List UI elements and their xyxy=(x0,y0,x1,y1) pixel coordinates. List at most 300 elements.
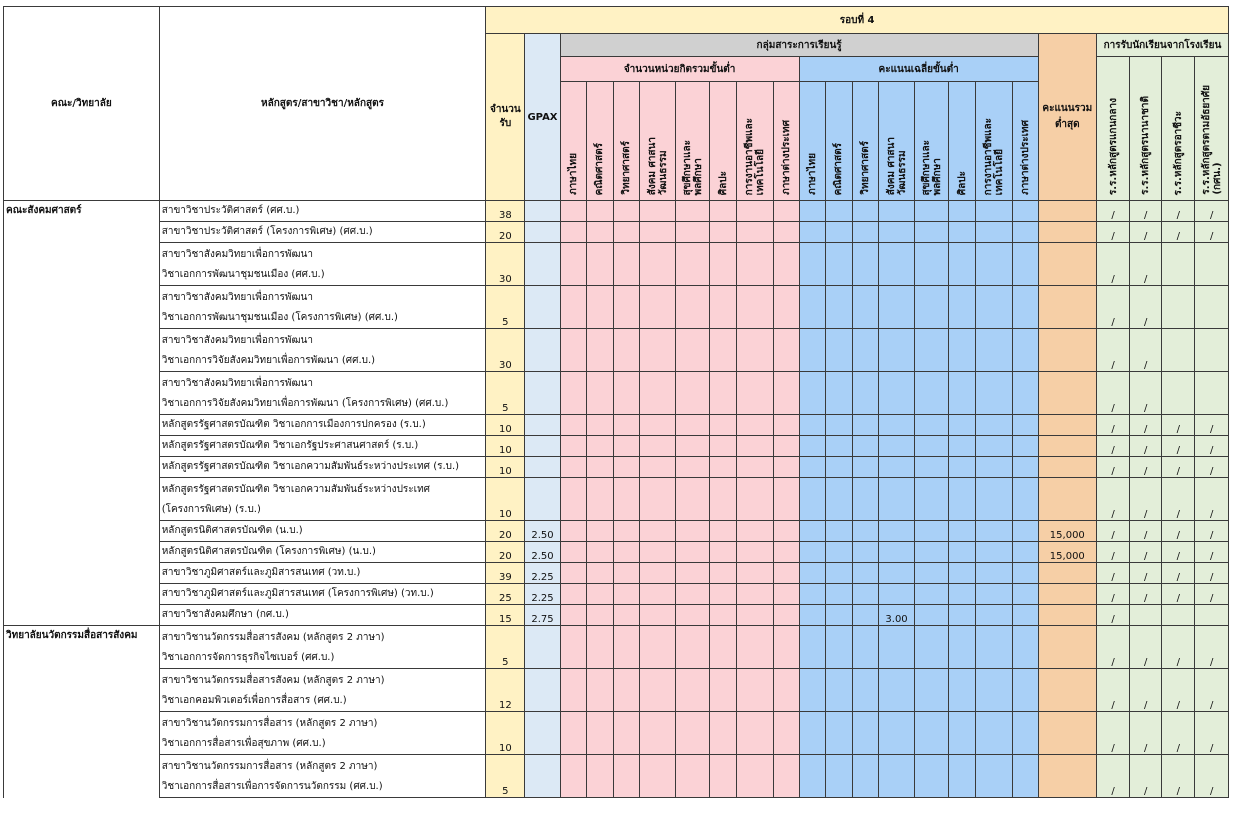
credit-cell xyxy=(639,712,675,755)
credit-cell xyxy=(586,329,613,372)
avg-cell xyxy=(949,415,976,436)
credit-cell xyxy=(613,521,639,542)
gpax-cell xyxy=(525,415,560,436)
credit-cell xyxy=(737,521,773,542)
header-learning-group: กลุ่มสาระการเรียนรู้ xyxy=(560,34,1038,57)
school-mark-cell: / xyxy=(1096,605,1129,626)
avg-cell xyxy=(825,222,852,243)
credit-cell xyxy=(613,626,639,669)
credit-cell xyxy=(586,243,613,286)
header-round: รอบที่ 4 xyxy=(486,7,1229,34)
school-mark-cell: / xyxy=(1130,478,1162,521)
avg-cell xyxy=(915,329,949,372)
gpax-cell xyxy=(525,286,560,329)
credit-cell xyxy=(560,669,586,712)
credit-cell xyxy=(737,201,773,222)
school-mark-cell: / xyxy=(1096,626,1129,669)
credit-cell xyxy=(560,584,586,605)
avg-cell xyxy=(878,584,914,605)
school-mark-cell: / xyxy=(1096,478,1129,521)
avg-cell xyxy=(799,415,825,436)
avg-cell xyxy=(976,605,1012,626)
avg-cell xyxy=(799,329,825,372)
avg-cell xyxy=(915,243,949,286)
school-mark-cell: / xyxy=(1096,222,1129,243)
credit-cell xyxy=(586,712,613,755)
avg-cell xyxy=(825,542,852,563)
table-row xyxy=(4,243,1229,286)
school-mark-cell: / xyxy=(1130,542,1162,563)
avg-cell xyxy=(976,584,1012,605)
credit-cell xyxy=(737,286,773,329)
avg-cell xyxy=(878,626,914,669)
avg-cell xyxy=(799,712,825,755)
capacity-cell: 20 xyxy=(486,222,525,243)
credit-cell xyxy=(773,457,799,478)
avg-cell xyxy=(878,542,914,563)
school-mark-cell: / xyxy=(1195,415,1229,436)
capacity-cell: 5 xyxy=(486,286,525,329)
gpax-cell xyxy=(525,478,560,521)
credit-cell xyxy=(676,712,710,755)
credit-cell xyxy=(676,542,710,563)
gpax-cell: 2.50 xyxy=(525,521,560,542)
school-mark-cell: / xyxy=(1162,712,1195,755)
avg-cell xyxy=(915,584,949,605)
avg-cell xyxy=(976,286,1012,329)
school-mark-cell: / xyxy=(1162,669,1195,712)
program-cell: สาขาวิชาสังคมวิทยาเพื่อการพัฒนา วิชาเอกการพัฒนาชุมชนเมือง (โครงการพิเศษ) (ศศ.บ.) xyxy=(159,286,486,329)
avg-cell xyxy=(949,584,976,605)
credit-cell xyxy=(613,286,639,329)
credit-cell xyxy=(560,201,586,222)
credit-cell xyxy=(710,286,737,329)
school-mark-cell: / xyxy=(1195,436,1229,457)
header-gpax: GPAX xyxy=(525,34,560,201)
avg-cell xyxy=(878,201,914,222)
credit-cell xyxy=(613,222,639,243)
credit-cell xyxy=(586,222,613,243)
credit-cell xyxy=(560,457,586,478)
credit-cell xyxy=(560,329,586,372)
table-row xyxy=(4,563,1229,584)
credit-subject-4: สังคม ศาสนา วัฒนธรรม xyxy=(639,82,675,201)
credit-cell xyxy=(560,755,586,798)
header-capacity: จำนวน รับ xyxy=(486,34,525,201)
capacity-cell: 10 xyxy=(486,457,525,478)
avg-cell xyxy=(799,286,825,329)
school-mark-cell: / xyxy=(1096,542,1129,563)
min-score-cell xyxy=(1038,478,1096,521)
credit-cell xyxy=(773,584,799,605)
avg-cell xyxy=(1012,329,1038,372)
avg-subject-7: การงานอาชีพและ เทคโนโลยี xyxy=(976,82,1012,201)
table-row xyxy=(4,457,1229,478)
avg-cell xyxy=(915,222,949,243)
credit-cell xyxy=(639,563,675,584)
school-mark-cell: / xyxy=(1130,329,1162,372)
avg-cell xyxy=(799,584,825,605)
credit-cell xyxy=(773,521,799,542)
program-cell: หลักสูตรรัฐศาสตรบัณฑิต วิชาเอกการเมืองการปกครอง (ร.บ.) xyxy=(159,415,486,436)
header-min-total: คะแนนรวม ต่ำสุด xyxy=(1038,34,1096,201)
avg-cell xyxy=(825,457,852,478)
school-mark-cell: / xyxy=(1162,222,1195,243)
school-mark-cell: / xyxy=(1130,372,1162,415)
credit-subject-8: ภาษาต่างประเทศ xyxy=(773,82,799,201)
school-mark-cell: / xyxy=(1162,478,1195,521)
avg-cell xyxy=(1012,521,1038,542)
avg-cell xyxy=(799,372,825,415)
avg-cell xyxy=(949,669,976,712)
credit-cell xyxy=(710,457,737,478)
school-mark-cell xyxy=(1130,605,1162,626)
school-mark-cell: / xyxy=(1096,415,1129,436)
avg-cell xyxy=(915,712,949,755)
avg-cell xyxy=(949,478,976,521)
avg-cell xyxy=(799,521,825,542)
table-row xyxy=(4,201,1229,222)
avg-cell xyxy=(852,478,878,521)
avg-cell xyxy=(1012,563,1038,584)
credit-cell xyxy=(710,478,737,521)
credit-cell xyxy=(639,626,675,669)
credit-cell xyxy=(586,669,613,712)
avg-cell xyxy=(976,712,1012,755)
capacity-cell: 20 xyxy=(486,542,525,563)
credit-cell xyxy=(676,222,710,243)
avg-cell xyxy=(915,478,949,521)
school-mark-cell: / xyxy=(1130,436,1162,457)
credit-cell xyxy=(773,669,799,712)
school-mark-cell: / xyxy=(1096,201,1129,222)
gpax-cell xyxy=(525,626,560,669)
school-mark-cell: / xyxy=(1195,457,1229,478)
credit-cell xyxy=(613,243,639,286)
avg-cell xyxy=(878,669,914,712)
credit-cell xyxy=(676,755,710,798)
credit-cell xyxy=(639,372,675,415)
capacity-cell: 10 xyxy=(486,712,525,755)
program-cell: สาขาวิชาภูมิศาสตร์และภูมิสารสนเทศ (วท.บ.) xyxy=(159,563,486,584)
credit-cell xyxy=(613,436,639,457)
school-mark-cell: / xyxy=(1130,584,1162,605)
credit-cell xyxy=(560,436,586,457)
min-score-cell xyxy=(1038,436,1096,457)
avg-cell xyxy=(825,755,852,798)
school-mark-cell: / xyxy=(1195,755,1229,798)
capacity-cell: 20 xyxy=(486,521,525,542)
school-mark-cell: / xyxy=(1162,563,1195,584)
avg-subject-1: ภาษาไทย xyxy=(799,82,825,201)
avg-cell xyxy=(976,436,1012,457)
avg-cell xyxy=(949,563,976,584)
gpax-cell xyxy=(525,243,560,286)
credit-cell xyxy=(639,436,675,457)
header-school-3: ร.ร.หลักสูตรอาชีวะ xyxy=(1162,57,1195,201)
credit-cell xyxy=(737,457,773,478)
table-row xyxy=(4,286,1229,329)
credit-cell xyxy=(773,542,799,563)
avg-subject-2: คณิตศาสตร์ xyxy=(825,82,852,201)
table-row xyxy=(4,521,1229,542)
credit-cell xyxy=(613,563,639,584)
credit-cell xyxy=(737,712,773,755)
program-cell: สาขาวิชานวัตกรรมสื่อสารสังคม (หลักสูตร 2 ภาษา) วิชาเอกการจัดการธุรกิจไซเบอร์ (ศศ.บ.) xyxy=(159,626,486,669)
credit-cell xyxy=(737,243,773,286)
avg-cell xyxy=(915,415,949,436)
school-mark-cell xyxy=(1195,372,1229,415)
avg-cell xyxy=(949,329,976,372)
gpax-cell: 2.25 xyxy=(525,584,560,605)
credit-cell xyxy=(676,286,710,329)
credit-cell xyxy=(613,372,639,415)
avg-cell xyxy=(915,521,949,542)
credit-cell xyxy=(676,626,710,669)
school-mark-cell: / xyxy=(1162,755,1195,798)
avg-cell xyxy=(799,669,825,712)
credit-subject-5: สุขศึกษาและ พลศึกษา xyxy=(676,82,710,201)
avg-cell xyxy=(949,542,976,563)
program-cell: หลักสูตรรัฐศาสตรบัณฑิต วิชาเอกความสัมพันธ์ระหว่างประเทศ (โครงการพิเศษ) (ร.บ.) xyxy=(159,478,486,521)
avg-cell xyxy=(949,605,976,626)
avg-cell xyxy=(852,286,878,329)
credit-cell xyxy=(737,222,773,243)
credit-cell xyxy=(773,755,799,798)
credit-cell xyxy=(676,372,710,415)
school-mark-cell: / xyxy=(1195,563,1229,584)
table-row xyxy=(4,329,1229,372)
credit-cell xyxy=(586,542,613,563)
header-school-1: ร.ร.หลักสูตรแกนกลาง xyxy=(1096,57,1129,201)
credit-cell xyxy=(676,521,710,542)
avg-cell xyxy=(915,372,949,415)
school-mark-cell: / xyxy=(1096,372,1129,415)
gpax-cell xyxy=(525,436,560,457)
credit-cell xyxy=(639,457,675,478)
credit-cell xyxy=(676,436,710,457)
min-score-cell xyxy=(1038,669,1096,712)
school-mark-cell: / xyxy=(1195,542,1229,563)
faculty-cell: วิทยาลัยนวัตกรรมสื่อสารสังคม xyxy=(4,626,160,798)
school-mark-cell: / xyxy=(1195,521,1229,542)
school-mark-cell: / xyxy=(1130,243,1162,286)
credit-cell xyxy=(737,329,773,372)
credit-cell xyxy=(613,478,639,521)
school-mark-cell: / xyxy=(1130,626,1162,669)
avg-cell xyxy=(949,457,976,478)
school-mark-cell: / xyxy=(1130,415,1162,436)
avg-cell xyxy=(1012,457,1038,478)
school-mark-cell: / xyxy=(1096,669,1129,712)
avg-cell xyxy=(825,712,852,755)
credit-cell xyxy=(560,243,586,286)
capacity-cell: 25 xyxy=(486,584,525,605)
avg-cell xyxy=(799,457,825,478)
avg-cell xyxy=(949,521,976,542)
table-row xyxy=(4,222,1229,243)
gpax-cell xyxy=(525,201,560,222)
school-mark-cell: / xyxy=(1130,521,1162,542)
credit-subject-6: ศิลปะ xyxy=(710,82,737,201)
avg-cell xyxy=(852,563,878,584)
avg-cell xyxy=(1012,436,1038,457)
avg-cell xyxy=(852,712,878,755)
school-mark-cell xyxy=(1162,372,1195,415)
avg-cell xyxy=(976,542,1012,563)
credit-cell xyxy=(737,478,773,521)
avg-cell xyxy=(949,372,976,415)
avg-cell xyxy=(949,286,976,329)
credit-cell xyxy=(676,478,710,521)
capacity-cell: 10 xyxy=(486,436,525,457)
avg-cell xyxy=(1012,669,1038,712)
avg-cell xyxy=(852,415,878,436)
credit-subject-2: คณิตศาสตร์ xyxy=(586,82,613,201)
table-row xyxy=(4,669,1229,712)
school-mark-cell xyxy=(1162,329,1195,372)
min-score-cell xyxy=(1038,605,1096,626)
table-row xyxy=(4,415,1229,436)
school-mark-cell: / xyxy=(1162,436,1195,457)
avg-cell xyxy=(878,712,914,755)
program-cell: หลักสูตรนิติศาสตรบัณฑิต (น.บ.) xyxy=(159,521,486,542)
avg-cell xyxy=(825,626,852,669)
avg-cell xyxy=(878,563,914,584)
program-cell: สาขาวิชาสังคมวิทยาเพื่อการพัฒนา วิชาเอกการวิจัยสังคมวิทยาเพื่อการพัฒนา (ศศ.บ.) xyxy=(159,329,486,372)
table-row xyxy=(4,478,1229,521)
credit-cell xyxy=(737,372,773,415)
capacity-cell: 12 xyxy=(486,669,525,712)
school-mark-cell: / xyxy=(1096,563,1129,584)
credit-cell xyxy=(737,542,773,563)
credit-cell xyxy=(639,286,675,329)
avg-cell xyxy=(878,415,914,436)
header-min-avg: คะแนนเฉลี่ยขั้นต่ำ xyxy=(799,57,1038,82)
gpax-cell xyxy=(525,755,560,798)
program-cell: หลักสูตรรัฐศาสตรบัณฑิต วิชาเอกความสัมพันธ์ระหว่างประเทศ (ร.บ.) xyxy=(159,457,486,478)
credit-cell xyxy=(710,605,737,626)
school-mark-cell: / xyxy=(1162,415,1195,436)
credit-cell xyxy=(773,563,799,584)
avg-cell xyxy=(1012,286,1038,329)
avg-cell xyxy=(976,626,1012,669)
credit-cell xyxy=(639,521,675,542)
credit-cell xyxy=(773,286,799,329)
min-score-cell xyxy=(1038,372,1096,415)
credit-cell xyxy=(676,669,710,712)
credit-cell xyxy=(773,605,799,626)
school-mark-cell: / xyxy=(1130,755,1162,798)
table-row xyxy=(4,755,1229,798)
credit-cell xyxy=(737,626,773,669)
avg-cell xyxy=(949,222,976,243)
avg-cell xyxy=(949,201,976,222)
program-cell: สาขาวิชานวัตกรรมการสื่อสาร (หลักสูตร 2 ภาษา) วิชาเอกการสื่อสารเพื่อการจัดการนวัตกรรม (ศศ.บ.) xyxy=(159,755,486,798)
avg-cell xyxy=(915,669,949,712)
school-mark-cell: / xyxy=(1096,329,1129,372)
credit-cell xyxy=(773,415,799,436)
credit-cell xyxy=(773,222,799,243)
avg-cell xyxy=(825,563,852,584)
credit-cell xyxy=(773,626,799,669)
credit-cell xyxy=(710,669,737,712)
credit-cell xyxy=(773,372,799,415)
program-cell: สาขาวิชาสังคมวิทยาเพื่อการพัฒนา วิชาเอกการวิจัยสังคมวิทยาเพื่อการพัฒนา (โครงการพิเศษ) (ศศ.บ.) xyxy=(159,372,486,415)
credit-cell xyxy=(586,521,613,542)
avg-cell xyxy=(949,436,976,457)
avg-cell xyxy=(976,563,1012,584)
min-score-cell xyxy=(1038,712,1096,755)
credit-cell xyxy=(586,436,613,457)
header-program: หลักสูตร/สาขาวิชา/หลักสูตร xyxy=(159,7,486,201)
gpax-cell xyxy=(525,372,560,415)
avg-cell xyxy=(878,436,914,457)
avg-cell xyxy=(825,605,852,626)
avg-cell xyxy=(878,457,914,478)
avg-cell xyxy=(1012,755,1038,798)
school-mark-cell: / xyxy=(1130,563,1162,584)
avg-cell xyxy=(976,669,1012,712)
credit-cell xyxy=(676,563,710,584)
avg-cell xyxy=(949,755,976,798)
avg-cell xyxy=(825,201,852,222)
credit-cell xyxy=(560,626,586,669)
avg-cell xyxy=(949,626,976,669)
avg-cell xyxy=(878,755,914,798)
program-cell: สาขาวิชานวัตกรรมสื่อสารสังคม (หลักสูตร 2 ภาษา) วิชาเอกคอมพิวเตอร์เพื่อการสื่อสาร (ศศ.บ.) xyxy=(159,669,486,712)
credit-cell xyxy=(560,542,586,563)
school-mark-cell xyxy=(1162,243,1195,286)
credit-cell xyxy=(560,415,586,436)
avg-cell xyxy=(949,243,976,286)
credit-cell xyxy=(586,626,613,669)
program-cell: สาขาวิชาสังคมวิทยาเพื่อการพัฒนา วิชาเอกการพัฒนาชุมชนเมือง (ศศ.บ.) xyxy=(159,243,486,286)
credit-cell xyxy=(676,584,710,605)
school-mark-cell: / xyxy=(1096,286,1129,329)
credit-subject-1: ภาษาไทย xyxy=(560,82,586,201)
capacity-cell: 5 xyxy=(486,372,525,415)
min-score-cell xyxy=(1038,415,1096,436)
credit-cell xyxy=(676,201,710,222)
avg-cell xyxy=(1012,542,1038,563)
table-row xyxy=(4,584,1229,605)
min-score-cell xyxy=(1038,626,1096,669)
gpax-cell: 2.50 xyxy=(525,542,560,563)
avg-subject-6: ศิลปะ xyxy=(949,82,976,201)
avg-cell xyxy=(825,584,852,605)
avg-cell xyxy=(878,521,914,542)
school-mark-cell: / xyxy=(1130,286,1162,329)
min-score-cell xyxy=(1038,457,1096,478)
avg-cell xyxy=(949,712,976,755)
credit-cell xyxy=(639,584,675,605)
school-mark-cell: / xyxy=(1195,712,1229,755)
avg-cell xyxy=(799,243,825,286)
school-mark-cell xyxy=(1162,286,1195,329)
credit-cell xyxy=(639,243,675,286)
credit-cell xyxy=(737,605,773,626)
credit-cell xyxy=(773,436,799,457)
school-mark-cell: / xyxy=(1162,584,1195,605)
avg-cell xyxy=(825,415,852,436)
school-mark-cell: / xyxy=(1130,712,1162,755)
avg-cell xyxy=(1012,222,1038,243)
credit-cell xyxy=(586,286,613,329)
avg-cell xyxy=(1012,243,1038,286)
avg-cell xyxy=(1012,626,1038,669)
credit-cell xyxy=(560,521,586,542)
